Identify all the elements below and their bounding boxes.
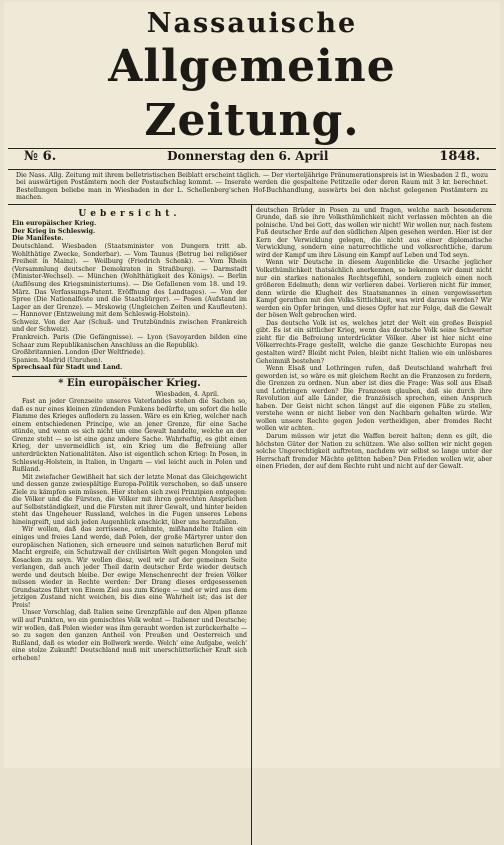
toc-item: Großbritannien. London (Der Weltfriede). bbox=[12, 349, 145, 357]
article-paragraph: Wir wollen, daß das zerrissene, erlahmte, mißhandelte Italien ein einiges und freies Land werde, daß Polen, der große Märtyrer unter den europäischen Nationen, sich erneuere und seinen naturlichen Beruf mit Macht ergreife, ein Schutzwall der civilisirten Welt gegen Mongolen und Kosacken zu seyn. Wir wollen diesz, weil wir auf der gemeinen Seite verlangen, daß auch jeder Theil darin deutscher Erde wieder deutsch werde und deutsch bleibe. Der ewige Menschenrecht der freien Völker müssen wieder in Rechte werden: Der Drang dieses erdgesessenen Grundsatzes führt von Einem Ziel aus zum Kriege — und er wird aus dem jetzigen Zustand nicht weichen, bis dies eine Wahrheit ist; das ist der Preis! bbox=[12, 526, 247, 609]
article-paragraph: deutschen Brüder in Posen zu und fragen, welche nach besonderem Grunde, daß sie ihre Volksthümlichkeit nicht verlassen möchten an die polnische. Und bei Gott, das wollen wir nicht! Wir wollen nur, nach festem Fuß deutscher Erde auf den südlichen Alpen gesehen werden. Hier ist der Kern der Verwicklung gelegen, die nicht aus einer diplomatische Verwicklung, sondern eine naturrechtliche und volksrechtliche, darum wird der Kampf um ihre Lösung ein Kampf auf Leben und Tod seyn. bbox=[256, 206, 492, 259]
toc-heading: Uebersicht. bbox=[78, 208, 181, 219]
issue-date: Donnerstag den 6. April bbox=[167, 149, 329, 163]
article-paragraph: Fast an jeder Grenzseite unseres Vaterlandes stehen die Sachen so, daß es nur eines kleinen zündenden Funkens bedürfte, um sofort die helle Flamme des Krieges auflodern zu lassen. Wäre es ein Krieg, welcher nach einem entschiedenen Principe, wie an jener Grenze, für eine Sache stünde, und wenn es sich nicht um eine Gewalt handelte, welche an der Grenze steht — so ist eine ganz andere Sache. Wahrhaftig, es gibt einen Krieg, der unvermeidlich ist, ein Krieg um die Befreiung aller unterdrückten Nationalitäten. Also ist eigentlich schon Krieg: In Posen, in Schleswig-Holstein, in Italien, in Ungarn — viel leicht auch in Polen und Rußland. bbox=[12, 398, 247, 474]
columns bbox=[8, 205, 496, 845]
subscription-notice: Die Nass. Allg. Zeitung mit ihrem belletristischen Beiblatt erscheint täglich. — Der vierteljährige Pränumerationspreis ist in Wiesbaden 2 fl., wozu bei auswärtigen Postämtern noch der Postaufschlag kommt. — Inserate werden die gespaltene Petitzeile oder deren Raum mit 3 kr. berechnet. Bestellungen beliebe man in Wiesbaden in der L. Schellenberg'schen Hof-Buchhandlung, auswärts bei den nächst gelegenen Postämtern zu machen. bbox=[8, 170, 496, 205]
toc-item: Ein europäischer Krieg. bbox=[12, 220, 97, 228]
toc-item: Die Manifeste. bbox=[12, 235, 64, 243]
article-dateline: Wiesbaden, 4. April. bbox=[155, 390, 219, 398]
toc-list bbox=[12, 220, 247, 372]
right-column bbox=[252, 205, 496, 845]
issue-number: № 6. bbox=[24, 149, 57, 164]
article-paragraph: Wenn Elsaß und Lothringen rufen, daß Deutschland wahrhaft frei geworden ist, so wäre es mit gleichem Recht an die Franzosen zu fordern, die Grenzen zu ordnen. Nun aber ist dies die Frage: Was soll aus Elsaß und Lothringen werden? Die Franzosen glauben, daß sie durch ihre Revolution auf alle Länder, die französisch sprechen, einen Anspruch haben. Der Geist nicht schon längst auf die eigenen Füße zu stellen, verstehe wenn er nicht lieber von den Nachbarn gehalten würde. Wir wollen unsere Rechte gegen Jeden vertheidigen, aber fremdes Recht wollen wir achten. bbox=[256, 365, 492, 433]
toc-item: Spanien. Madrid (Unruhen). bbox=[12, 356, 103, 364]
left-column bbox=[8, 205, 252, 845]
issue-year: 1848. bbox=[439, 149, 480, 164]
dateline bbox=[8, 148, 496, 170]
article-paragraph: Wenn wir Deutsche in diesem Augenblicke die Ursache jeglicher Volksthümlichkeit thatsächlich anerkennen, so bekennen wir damit nicht nur ein starkes nationales Rechtsgefühl, sondern zugleich einen noch größeren Edelmuth; denn wir verlieren dabei. Verlieren nicht für immer, denn würde die Klugheit des Staatsmannes in einen vergewisserten Kampf gerathen mit den Volks-Sittlichkeit, was wird daraus werden? Wir werden ein Opfer bringen, und dieses Opfer hat zur Folge, daß die Gewalt der bösen Welt gebrochen wird. bbox=[256, 259, 492, 320]
toc-item: Der Krieg in Schleswig. bbox=[12, 227, 96, 235]
article-paragraph: Darum müssen wir jetzt die Waffen bereit halten; denn es gilt, die höchsten Güter der Nation zu schützen. Wie also sollten wir nicht gegen solche Ungerechtigkeit auftreten, nachdem wir selbst so lange unter der Herrschaft fremder Mächte gelitten haben? Den Frieden wollen wir, aber einen Frieden, der auf dem Rechte ruht und nicht auf der Gewalt. bbox=[256, 433, 492, 471]
toc-item: Sprechsaal für Stadt und Land. bbox=[12, 364, 123, 372]
masthead bbox=[4, 8, 500, 148]
toc-item: Deutschland. Wiesbaden (Staatsminister von Dungern tritt ab. Wohlthätige Zwecke, Sonderbar). — Vom Taunus (Betrug bei religiöser Freiheit in Mainz). — Weilburg (Friedrich Schenk). — Vom Rhein (Versammlung deutscher Demokraten in Straßburg). — Darmstadt (Minister-Wechsel). — München (Wohlthätigkeit des Königs). — Berlin (Auflösung des Kriegsministeriums). — Die Gefallenen vom 18. und 19. März. Das Verfassungs-Patent. Eröffnung des Landtages). — Von der Spree (Die Nationalfeste und die Staatsbürger). — Posen (Aufstand im Lager an der Grenze). — Mrskowig (Ungleichen Zeiten und Kaufleuten). — Hannover (Entzweiung mit dem Schleswig-Holstein). bbox=[12, 242, 247, 319]
article-paragraph: Mit zwiefacher Gewißheit hat sich der letzte Monat das Gleichgewicht und dessen ganze zwiespältige Europa-Politik verschoben, so daß unsere Ziele zu kämpfen sein müssen. Hier stehen sich zwei Prinzipien entgegen: die Völker und die Fürsten, die Völker mit ihren gerechten Ansprüchen auf Selbstständigkeit, und die Fürsten mit ihrer Gewalt, und hinter beiden steht das Ungeheuer Russland, welches in die Fugen unseres Lebens hineingreift, und sich jeden Augenblick anschickt, über uns herzufallen. bbox=[12, 473, 247, 526]
article-paragraph: Das deutsche Volk ist es, welches jetzt der Welt ein großes Beispiel gibt. Es ist ein sittlicher Krieg, wenn das deutsche Volk seine Schwerter zieht für die Befreiung unterdrückter Völker. Aber ist hier nicht eine Völkerrechts-Frage gestellt, welche die ganze Geschichte Europas neu gestalten wird? Bleibt nicht Polen, bleibt nicht Italien wie ein unlösbares Geheimniß bestehen? bbox=[256, 319, 492, 365]
masthead-title-line2: Allgemeine Zeitung. bbox=[108, 41, 396, 146]
article-heading: * Ein europäischer Krieg. bbox=[58, 378, 201, 390]
newspaper-page bbox=[4, 2, 500, 768]
toc-item: Schweiz. Von der Aar (Schuß- und Trutzbündnis zwischen Frankreich und der Schweiz). bbox=[12, 318, 247, 334]
article-paragraph: Unser Vorschlag, daß Italien seine Grenzpfähle auf den Alpen pflanze will auf Punkten, wo ein gemischtes Volk wohnt — Italiener und Deutsche; wir wollen, daß Polen wieder was ihm geraubt worden ist zurückerhalte — so zu sagen den ganzen Antheil von Preußen und Oesterreich und Rußland, daß es wieder ein Bollwerk werde. Welch' eine Aufgabe, welch' eine stolze Zukunft! Deutschland muß mit unerschütterlicher Kraft sich erheben! bbox=[12, 609, 247, 662]
toc-item: Frankreich. Paris (Die Gefängnisse). — Lyon (Savoyarden bilden eine Schaar zum Republikanischen Anschluss an die Republik). bbox=[12, 334, 247, 349]
masthead-title-line1: Nassauische bbox=[146, 8, 358, 39]
divider bbox=[12, 376, 247, 377]
